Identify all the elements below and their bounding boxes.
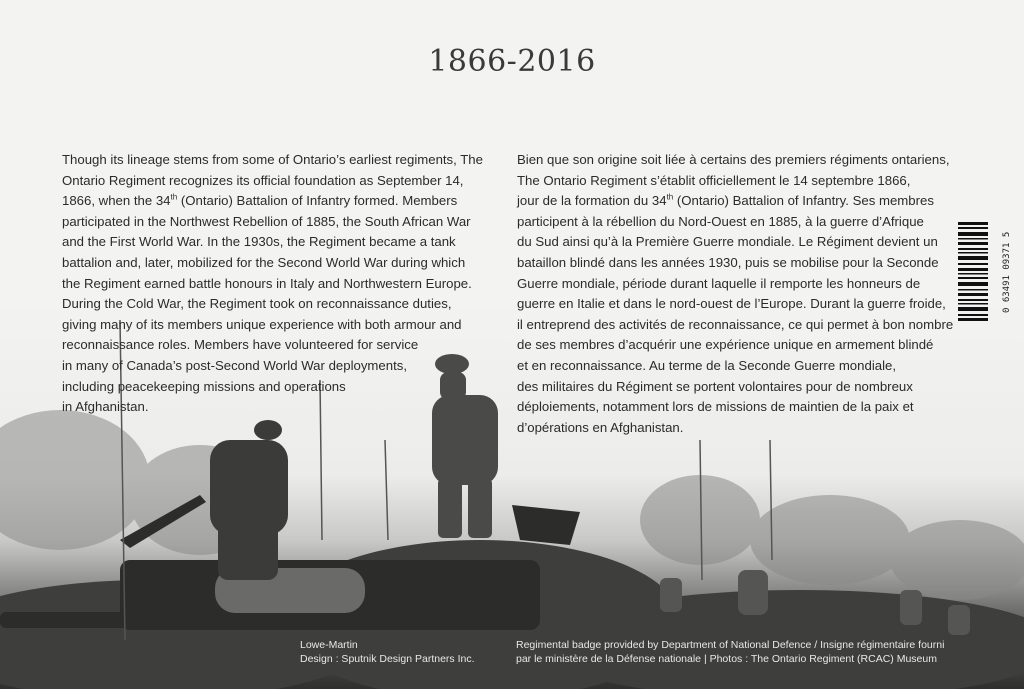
text-line: du Sud ainsi qu’à la Première Guerre mondiale. Le Régiment devient un [517,234,938,250]
text-line: Guerre mondiale, période durant laquelle il remporte les honneurs de [517,275,921,291]
barcode [958,222,988,322]
text-line: in many of Canada’s post-Second World War deployments, [62,357,407,373]
text-line: participent à la rébellion du Nord-Ouest en 1885, à la guerre d’Afrique [517,213,924,229]
text-line: The Ontario Regiment s’établit officiellement le 14 septembre 1866, [517,172,911,188]
text-line: Bien que son origine soit liée à certains des premiers régiments ontariens, [517,152,950,167]
french-text-block [517,150,954,438]
page-title: 1866-2016 [428,44,596,79]
text-line: the Regiment earned battle honours in Italy and Northwestern Europe. [62,275,472,291]
badge-credit: Regimental badge provided by Department of National Defence / Insigne régimentaire fourni [516,639,945,651]
text-line: et en reconnaissance. Au terme de la Seconde Guerre mondiale, [517,357,897,373]
text-line: Ontario Regiment recognizes its official foundation as September 14, [62,172,464,188]
photo-credits [516,638,944,666]
design-credit: Design : Sputnik Design Partners Inc. [300,653,475,665]
text-line: 1866, when the 34th (Ontario) Battalion of Infantry formed. Members [62,192,458,209]
text-line: jour de la formation du 34th (Ontario) Battalion of Infantry. Ses membres [517,192,934,209]
text-line: guerre en Italie et dans le nord-ouest de l’Europe. Durant la guerre froide, [517,296,946,312]
barcode-number: 0 63491 09371 5 [1002,231,1012,313]
text-line: de ses membres d’acquérir une expérience unique en armement blindé [517,337,934,353]
text-line: During the Cold War, the Regiment took on reconnaissance duties, [62,296,452,312]
photo-credit: par le ministère de la Défense nationale | Photos : The Ontario Regiment (RCAC) Museum [516,653,937,665]
text-line: déploiements, notamment lors de missions de maintien de la paix et [517,399,914,415]
text-line: including peacekeeping missions and operations [62,378,346,394]
text-line: battalion and, later, mobilized for the Second World War during which [62,254,466,270]
printer-name: Lowe-Martin [300,639,358,651]
printer-credits [300,638,475,666]
text-line: des militaires du Régiment se portent volontaires pour de nombreux [517,378,913,394]
text-line: d’opérations en Afghanistan. [517,419,684,435]
text-line: participated in the Northwest Rebellion of 1885, the South African War [62,213,471,229]
text-line: il entreprend des activités de reconnaissance, ce qui permet à bon nombre [517,316,954,332]
text-line: in Afghanistan. [62,399,149,415]
text-line: and the First World War. In the 1930s, the Regiment became a tank [62,234,456,250]
text-line: bataillon blindé dans les années 1930, puis se mobilise pour la Seconde [517,254,939,270]
text-line: giving many of its members unique experience with both armour and [62,316,462,332]
english-text-block [62,150,492,418]
text-line: Though its lineage stems from some of Ontario’s earliest regiments, The [62,152,483,167]
text-line: reconnaissance roles. Members have volunteered for service [62,337,419,353]
